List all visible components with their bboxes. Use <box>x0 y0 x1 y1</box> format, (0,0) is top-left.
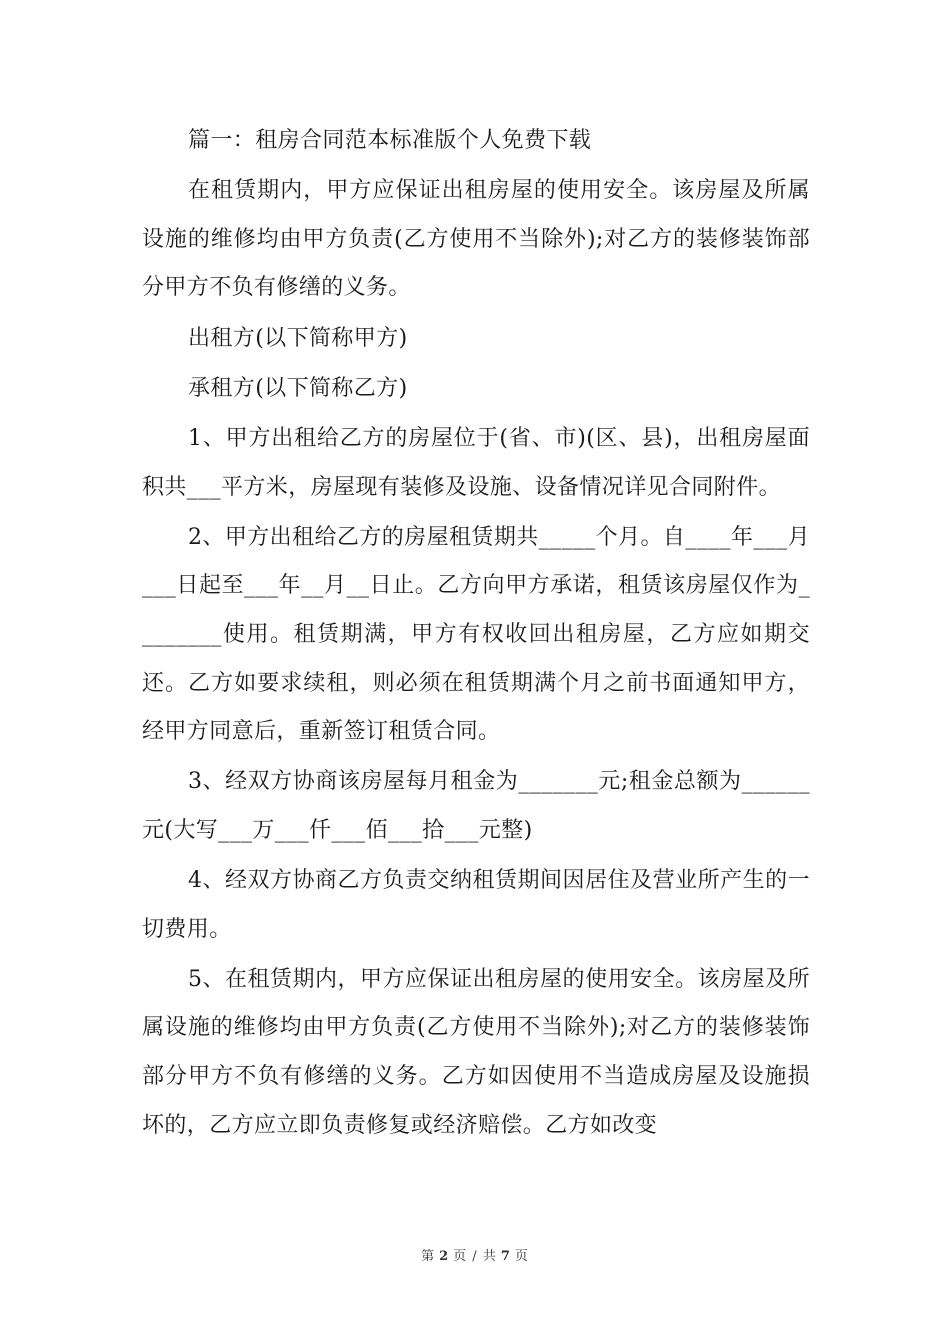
footer-suffix: 页 <box>514 1249 529 1264</box>
party-a-line: 出租方(以下简称甲方) <box>188 325 408 351</box>
footer-middle: 页 / 共 <box>453 1249 497 1264</box>
clause-5: 5、在租赁期内，甲方应保证出租房屋的使用安全。该房屋及所属设施的维修均由甲方负责(乙方使用不当除外);对乙方的装修装饰部分甲方不负有修缮的义务。乙方如因使用不当造成房屋及设施损坏的，乙方应立即负责修复或经济赔偿。乙方如改变 <box>142 966 810 1138</box>
clause-4: 4、经双方协商乙方负责交纳租赁期间因居住及营业所产生的一切费用。 <box>142 868 810 942</box>
paragraph-intro: 在租赁期内，甲方应保证出租房屋的使用安全。该房屋及所属设施的维修均由甲方负责(乙方使用不当除外);对乙方的装修装饰部分甲方不负有修缮的义务。 <box>142 178 810 301</box>
footer-prefix: 第 <box>421 1249 436 1264</box>
total-pages-number: 7 <box>500 1249 511 1264</box>
page-footer <box>0 1245 950 1264</box>
clause-1: 1、甲方出租给乙方的房屋位于(省、市)(区、县)，出租房屋面积共___平方米，房屋现有装修及设施、设备情况详见合同附件。 <box>142 425 810 500</box>
section-title: 篇一：租房合同范本标准版个人免费下载 <box>188 128 592 153</box>
current-page-number: 2 <box>439 1249 450 1264</box>
party-b-line: 承租方(以下简称乙方) <box>188 375 408 401</box>
document-body <box>142 117 810 1150</box>
clause-2: 2、甲方出租给乙方的房屋租赁期共_____个月。自____年___月___日起至___年__月__日止。乙方向甲方承诺，租赁该房屋仅作为________使用。租赁期满，甲方有权收回出租房屋，乙方应如期交还。乙方如要求续租，则必须在租赁期满个月之前书面通知甲方，经甲方同意后，重新签订租赁合同。 <box>142 524 810 745</box>
clause-3: 3、经双方协商该房屋每月租金为_______元;租金总额为______元(大写___万___仟___佰___拾___元整) <box>142 769 810 843</box>
